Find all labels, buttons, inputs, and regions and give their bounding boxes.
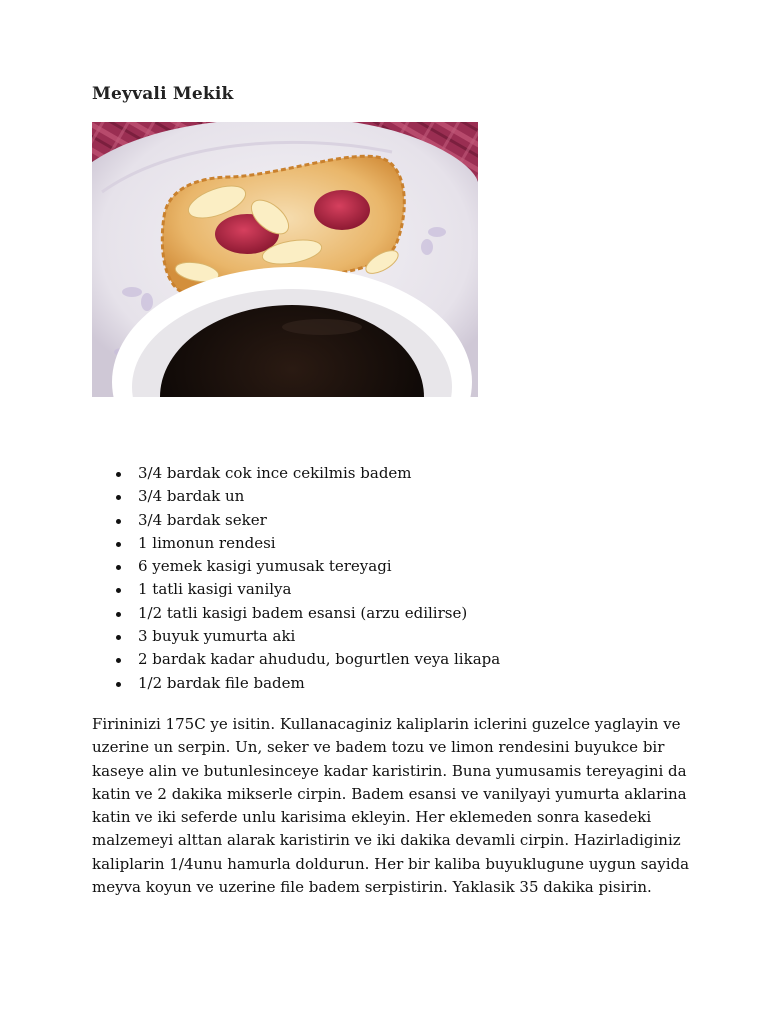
list-item: 1 tatli kasigi vanilya: [138, 578, 500, 601]
list-item: 1 limonun rendesi: [138, 532, 500, 555]
list-item: 3 buyuk yumurta aki: [138, 625, 500, 648]
page-title: Meyvali Mekik: [92, 84, 234, 104]
instructions-paragraph: Firininizi 175C ye isitin. Kullanacaginiz kaliplarin iclerini guzelce yaglayin ve uzerine un serpin. Un, seker ve badem tozu ve limon rendesini buyukce bir kaseye alin ve butunlesinceye kadar karistirin. Buna yumusamis tereyagini da katin ve 2 dakika mikserle cirpin. Badem esansi ve vanilyayi yumurta aklarina katin ve iki seferde unlu karisima ekleyin. Her eklemeden sonra kasedeki malzemeyi alttan alarak karistirin ve iki dakika devamli cirpin. Hazirladiginiz kaliplarin 1/4unu hamurla doldurun. Her bir kaliba buyuklugune uygun sayida meyva koyun ve uzerine file badem serpistirin. Yaklasik 35 dakika pisirin.: [92, 715, 690, 897]
list-item: 3/4 bardak seker: [138, 509, 500, 532]
ingredient-list: [138, 462, 500, 695]
list-item: 3/4 bardak un: [138, 485, 500, 508]
recipe-photo: [92, 122, 478, 397]
list-item: 2 bardak kadar ahududu, bogurtlen veya likapa: [138, 648, 500, 671]
list-item: 3/4 bardak cok ince cekilmis badem: [138, 462, 500, 485]
list-item: 1/2 tatli kasigi badem esansi (arzu edilirse): [138, 602, 500, 625]
list-item: 1/2 bardak file badem: [138, 672, 500, 695]
list-item: 6 yemek kasigi yumusak tereyagi: [138, 555, 500, 578]
